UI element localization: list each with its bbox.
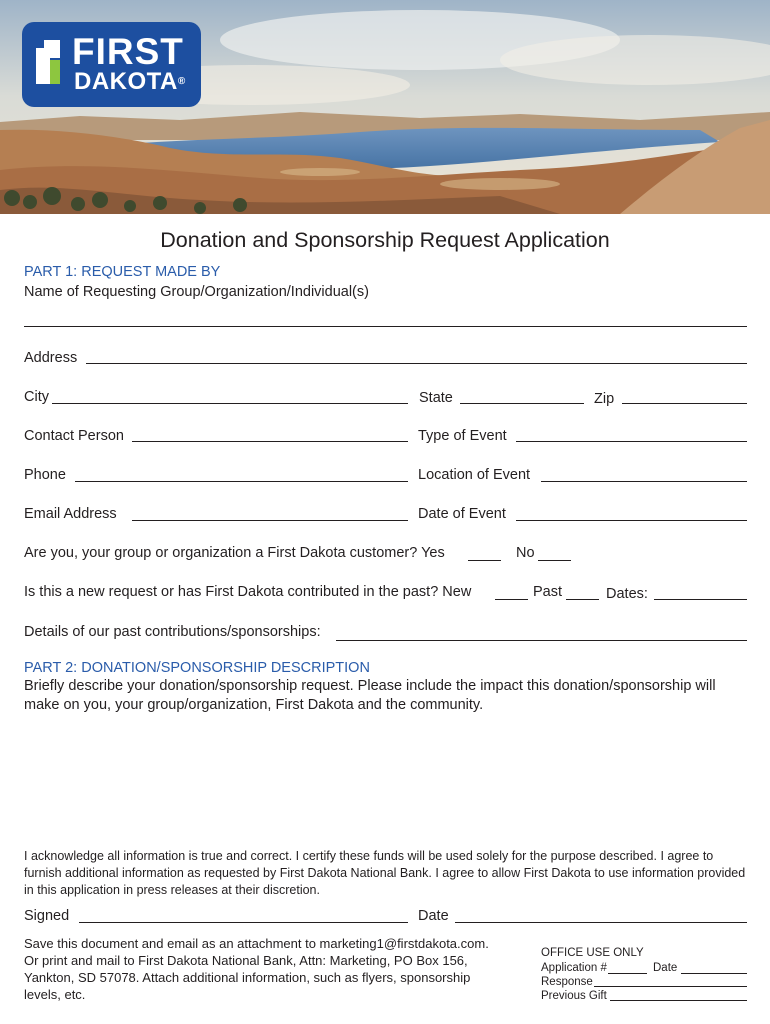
event-date-label: Date of Event [418, 506, 506, 522]
customer-yes-field[interactable] [468, 560, 501, 561]
logo-first-text: FIRST [72, 31, 184, 72]
event-location-label: Location of Event [418, 467, 531, 483]
past-details-field[interactable] [336, 640, 747, 641]
logo-dakota-text: DAKOTA® [74, 68, 186, 95]
event-location-field[interactable] [541, 481, 747, 482]
zip-field[interactable] [622, 403, 747, 404]
event-type-field[interactable] [516, 441, 747, 442]
first-dakota-logo [22, 22, 201, 107]
new-request-question: Is this a new request or has First Dakota contributed in the past? New [24, 584, 472, 600]
address-label: Address [24, 350, 78, 366]
email-field[interactable] [132, 520, 408, 521]
response-label: Response [541, 976, 593, 988]
acknowledgement-text: I acknowledge all information is true and correct. I certify these funds will be used solely for the purpose described. I agree to furnish additional information as requested by First Dakota National Bank. I agree to allow First Dakota to use information provided in this application in press releases at their discretion. [24, 849, 746, 897]
address-field[interactable] [86, 363, 747, 364]
email-label: Email Address [24, 506, 117, 522]
mail-line-2: Or print and mail to First Dakota National Bank, Attn: Marketing, PO Box 156, [24, 953, 468, 968]
mail-line-3: Yankton, SD 57078. Attach additional information, such as flyers, sponsorship [24, 970, 471, 985]
phone-label: Phone [24, 467, 66, 483]
dates-label: Dates: [606, 586, 648, 602]
response-field[interactable] [594, 986, 747, 987]
customer-no-label: No [516, 545, 535, 561]
state-field[interactable] [460, 403, 584, 404]
office-date-field[interactable] [681, 973, 747, 974]
dates-field[interactable] [654, 599, 747, 600]
signature-field[interactable] [79, 922, 408, 923]
name-field[interactable] [24, 326, 747, 327]
office-date-label: Date [653, 962, 678, 974]
state-label: State [419, 390, 453, 406]
past-field[interactable] [566, 599, 599, 600]
trademark: ® [177, 76, 186, 87]
description-area[interactable] [24, 718, 747, 838]
past-label: Past [533, 584, 563, 600]
event-type-label: Type of Event [418, 428, 507, 444]
signed-label: Signed [24, 908, 70, 924]
zip-label: Zip [594, 391, 615, 407]
city-label: City [24, 389, 49, 405]
signed-date-label: Date [418, 908, 449, 924]
event-date-field[interactable] [516, 520, 747, 521]
application-number-label: Application # [541, 962, 607, 974]
customer-question: Are you, your group or organization a First Dakota customer? Yes [24, 545, 445, 561]
mail-line-4: levels, etc. [24, 987, 86, 1002]
mail-line-1: Save this document and email as an attachment to marketing1@firstdakota.com. [24, 936, 489, 951]
past-details-label: Details of our past contributions/sponsorships: [24, 624, 321, 640]
previous-gift-label: Previous Gift [541, 990, 607, 1002]
contact-field[interactable] [132, 441, 408, 442]
part1-heading: PART 1: REQUEST MADE BY [24, 264, 221, 280]
previous-gift-field[interactable] [610, 1000, 747, 1001]
phone-field[interactable] [75, 481, 408, 482]
description-instructions: Briefly describe your donation/sponsorship request. Please include the impact this donation/sponsorship will make on you, your group/organization, First Dakota and the community. [24, 678, 716, 713]
application-number-field[interactable] [608, 973, 647, 974]
office-use-heading: OFFICE USE ONLY [541, 947, 644, 959]
logo-mark-icon [34, 38, 62, 86]
page-title: Donation and Sponsorship Request Application [160, 228, 610, 252]
signed-date-field[interactable] [455, 922, 747, 923]
part2-heading: PART 2: DONATION/SPONSORSHIP DESCRIPTION [24, 660, 370, 676]
city-field[interactable] [52, 403, 408, 404]
name-label: Name of Requesting Group/Organization/Individual(s) [24, 284, 369, 300]
new-request-field[interactable] [495, 599, 528, 600]
header-banner [0, 0, 770, 214]
customer-no-field[interactable] [538, 560, 571, 561]
contact-label: Contact Person [24, 428, 124, 444]
